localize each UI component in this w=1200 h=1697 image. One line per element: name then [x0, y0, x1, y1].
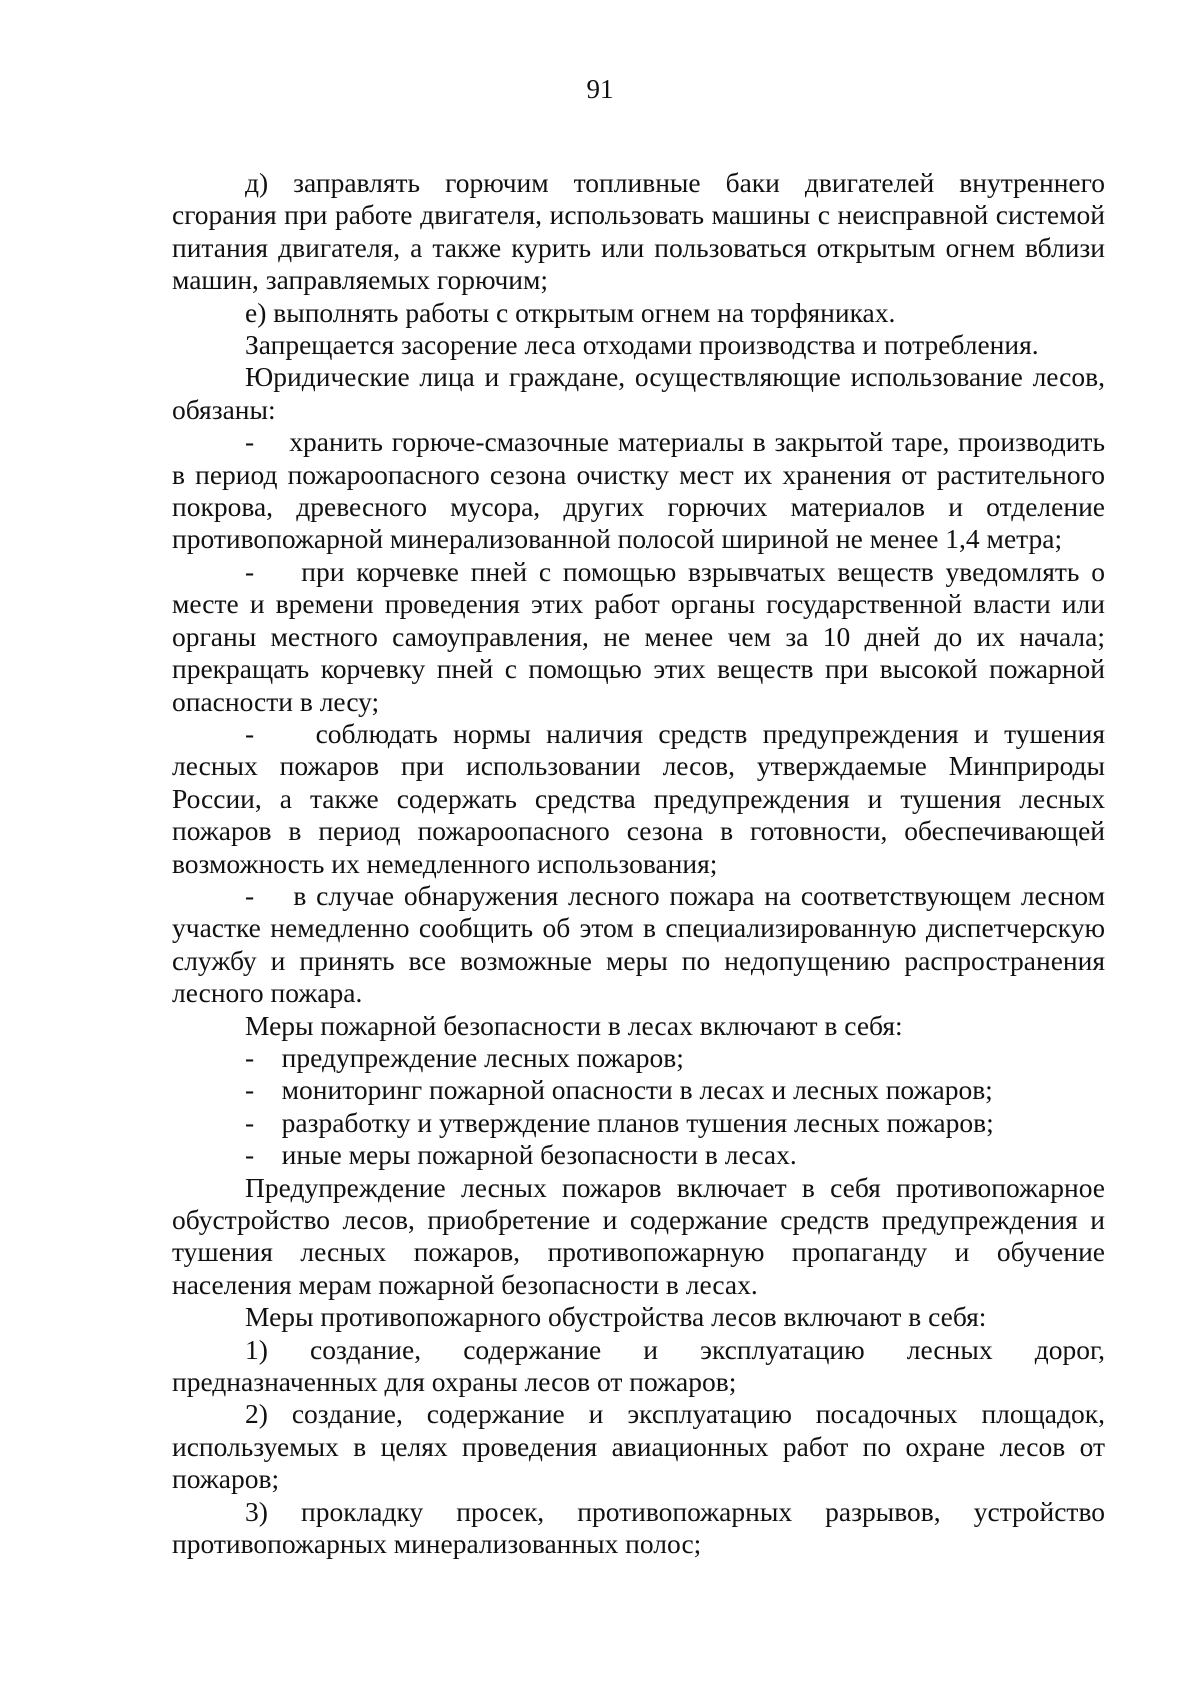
list-item-firebreaks: 3) прокладку просек, противопожарных разрывов, устройство противопожарных минерализованных полос; — [172, 1495, 1105, 1560]
paragraph-safety-measures-intro: Меры пожарной безопасности в лесах включают в себя: — [245, 1009, 903, 1041]
list-item-forest-roads: 1) создание, содержание и эксплуатацию лесных дорог, предназначенных для охраны лесов от пожаров; — [172, 1333, 1105, 1398]
paragraph-prohibition: Запрещается засорение леса отходами производства и потребления. — [245, 329, 1039, 361]
page-number: 91 — [586, 74, 614, 104]
list-item-monitoring: - мониторинг пожарной опасности в лесах и лесных пожаров; — [245, 1074, 993, 1106]
paragraph-item-d: д) заправлять горючим топливные баки двигателей внутреннего сгорания при работе двигателя, использовать машины с неисправной системой питания двигателя, а также курить или пользоваться открытым огнем вблизи машин, заправляемых горючим; — [172, 167, 1105, 296]
paragraph-item-e: е) выполнять работы с открытым огнем на торфяниках. — [245, 296, 896, 328]
paragraph-prevention-scope: Предупреждение лесных пожаров включает в себя противопожарное обустройство лесов, приобретение и содержание средств предупреждения и тушения лесных пожаров, противопожарную пропаганду и обучение населения мерам пожарной безопасности в лесах. — [172, 1171, 1105, 1300]
list-item-equipment-norms: - соблюдать нормы наличия средств предупреждения и тушения лесных пожаров при использовании лесов, утверждаемые Минприроды России, а также содержать средства предупреждения и тушения лесных пожаров в период пожароопасного сезона в готовности, обеспечивающей возможность их немедленного использования; — [172, 717, 1105, 879]
list-item-landing-sites: 2) создание, содержание и эксплуатацию посадочных площадок, используемых в целях проведения авиационных работ по охране лесов от пожаров; — [172, 1398, 1105, 1495]
list-item-storage: - хранить горюче-смазочные материалы в закрытой таре, производить в период пожароопасного сезона очистку мест их хранения от растительного покрова, древесного мусора, других горючих материалов и отделение противопожарной минерализованной полосой шириной не менее 1,4 метра; — [172, 426, 1105, 555]
paragraph-arrangement-intro: Меры противопожарного обустройства лесов включают в себя: — [245, 1301, 987, 1333]
paragraph-obligations-intro: Юридические лица и граждане, осуществляющие использование лесов, обязаны: — [172, 361, 1105, 425]
list-item-prevention: - предупреждение лесных пожаров; — [245, 1041, 684, 1073]
document-body — [172, 167, 1105, 1560]
list-item-other-measures: - иные меры пожарной безопасности в лесах. — [245, 1139, 797, 1171]
list-item-planning: - разработку и утверждение планов тушения лесных пожаров; — [245, 1106, 994, 1138]
list-item-stump-removal: - при корчевке пней с помощью взрывчатых веществ уведомлять о месте и времени проведения этих работ органы государственной власти или органы местного самоуправления, не менее чем за 10 дней до их начала; прекращать корчевку пней с помощью этих веществ при высокой пожарной опасности в лесу; — [172, 555, 1105, 717]
list-item-fire-detection: - в случае обнаружения лесного пожара на соответствующем лесном участке немедленно сообщить об этом в специализированную диспетчерскую службу и принять все возможные меры по недопущению распространения лесного пожара. — [172, 879, 1105, 1009]
